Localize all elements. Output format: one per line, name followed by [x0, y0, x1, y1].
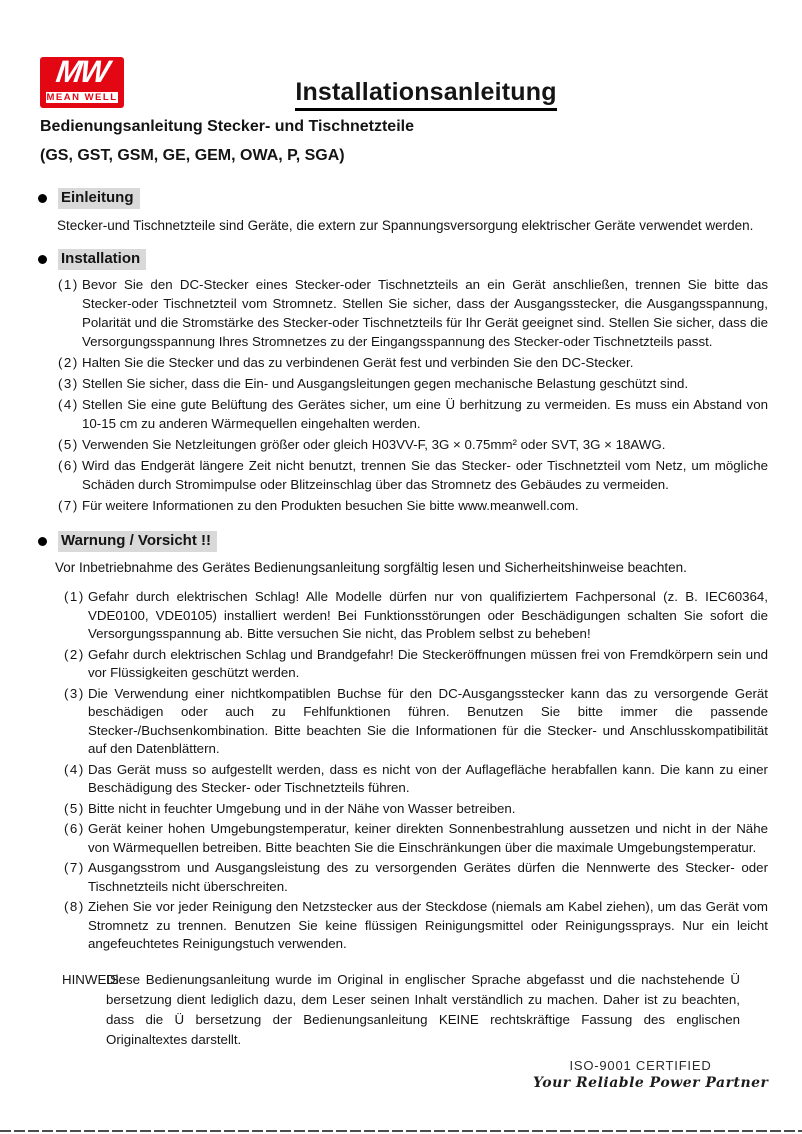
list-item [58, 395, 768, 433]
item-text: Bitte nicht in feuchter Umgebung und in der Nähe von Wasser betreiben. [88, 800, 516, 816]
section-installation [0, 249, 802, 515]
doc-models: (GS, GST, GSM, GE, GEM, OWA, P, SGA) [40, 147, 345, 164]
item-text: Das Gerät muss so aufgestellt werden, dass es nicht von der Auflagefläche herabfallen kann. Die kann zu einer Beschädigung des Stecker- oder Tischnetzteils führen. [88, 761, 768, 795]
list-item [58, 456, 768, 494]
item-number: (4) [58, 397, 79, 412]
logo-monogram: MW [54, 54, 111, 89]
item-number: (3) [64, 685, 85, 701]
intro-paragraph: Stecker-und Tischnetzteile sind Geräte, die extern zur Spannungsversorgung elektrischer Geräte verwendet werden. [57, 218, 754, 233]
item-text: Für weitere Informationen zu den Produkten besuchen Sie bitte www.meanwell.com. [82, 498, 579, 513]
list-item [58, 374, 768, 393]
title-wrap [0, 78, 802, 111]
section-heading-row [38, 249, 802, 270]
item-text: Verwenden Sie Netzleitungen größer oder gleich H03VV-F, 3G × 0.75mm² oder SVT, 3G × 18AWG. [82, 437, 666, 452]
section-heading: Warnung / Vorsicht !! [58, 531, 217, 552]
item-number: (7) [64, 860, 85, 875]
item-number: (8) [64, 899, 85, 914]
item-text: Gefahr durch elektrischen Schlag und Brandgefahr! Die Steckeröffnungen müssen frei von Fremdkörpern sein und vor Flüssigkeiten geschützt werden. [88, 646, 768, 680]
hinweis-label: HINWEIS: [62, 971, 123, 987]
document-header [0, 0, 802, 172]
item-text: Ziehen Sie vor jeder Reinigung den Netzstecker aus der Steckdose (niemals am Kabel ziehen), um das Gerät vom Stromnetz zu trennen. Benutzen Sie keine flüssigen Reinigungsmittel oder Reinigungssprays. Nur ein leicht angefeuchtetes Reinigungstuch verwenden. [88, 899, 768, 951]
item-text: Gerät keiner hohen Umgebungstemperatur, keiner direkten Sonnenbestrahlung aussetzen und nicht in der Nähe von Wärmequellen betreiben. Bitte beachten Sie die Einschränkungen über die maximale Umgebungstemperatur. [88, 821, 768, 855]
hinweis-text: Diese Bedienungsanleitung wurde im Original in englischer Sprache abgefasst und die nachstehende Ü bersetzung dient lediglich dazu, dem Leser seinen Inhalt verständlich zu machen. Daher ist zu beachten, dass die Ü bersetzung der Bedienungsanleitung KEINE rechtskräftige Fassung des englischen Originaltextes darstellt. [106, 971, 740, 1047]
bullet-icon [38, 255, 47, 264]
list-item [64, 685, 768, 759]
doc-subtitle: Bedienungsanleitung Stecker- und Tischnetzteile [40, 118, 414, 135]
section-heading-row [38, 188, 802, 209]
warning-list [64, 588, 768, 954]
list-item [64, 898, 768, 954]
logo-name: MEAN WELL [46, 92, 118, 103]
slogan-text: Your Reliable Power Partner [533, 1074, 769, 1091]
warning-intro: Vor Inbetriebnahme des Gerätes Bedienungsanleitung sorgfältig lesen und Sicherheitshinweise beachten. [55, 560, 687, 575]
list-item [64, 820, 768, 857]
iso-certified-text: ISO-9001 CERTIFIED [569, 1057, 712, 1073]
item-text: Halten Sie die Stecker und das zu verbindenen Gerät fest und verbinden Sie den DC-Stecker. [82, 355, 634, 370]
hinweis-note [62, 970, 740, 1050]
item-number: (2) [58, 355, 79, 370]
section-heading-row [38, 531, 802, 552]
item-text: Bevor Sie den DC-Stecker eines Stecker-oder Tischnetzteils an ein Gerät anschließen, trennen Sie bitte das Stecker-oder Tischnetzteil vom Stromnetz. Stellen Sie sicher, dass der Ausgangsstecker, die Ausgangsspannung, Polarität und die Stromstärke des Stecker-oder Tischnetzteils für Ihr Gerät geeignet sind. Stellen Sie sicher, dass die Versorgungsspannung Ihres Stromnetzes zu der Eingangsspannung des Stecker-oder Tischnetzteils passt. [82, 277, 768, 349]
item-number: (5) [58, 437, 79, 452]
item-text: Gefahr durch elektrischen Schlag! Alle Modelle dürfen nur von qualifiziertem Fachpersonal (z. B. IEC60364, VDE0100, VDE0105) installiert werden! Bei Funktionsstörungen oder Beschädigungen schalten Sie sofort die Versorgungsspannung ab. Bitte versuchen Sie nicht, das Problem selbst zu beheben! [88, 589, 768, 641]
item-number: (5) [64, 800, 85, 816]
item-number: (7) [58, 498, 79, 513]
section-warnung [0, 531, 802, 954]
list-item [64, 800, 768, 819]
list-item [58, 496, 768, 515]
item-number: (3) [58, 376, 79, 391]
list-item [58, 275, 768, 351]
item-number: (1) [58, 277, 79, 292]
list-item [58, 435, 768, 454]
item-number: (4) [64, 761, 85, 777]
list-item [64, 646, 768, 683]
list-item [64, 859, 768, 896]
item-text: Stellen Sie eine gute Belüftung des Gerätes sicher, um eine Ü berhitzung zu vermeiden. Es muss ein Abstand von 10-15 cm zu anderen Wärmequellen eingehalten werden. [82, 397, 768, 431]
item-text: Die Verwendung einer nichtkompatiblen Buchse für den DC-Ausgangsstecker kann das zu versorgende Gerät beschädigen oder auch zu Fehlfunktionen führen. Benutzen Sie bitte immer die passende Stecker-/Buchsenkombination. Bitte beachten Sie die Informationen für die Stecker- und Anschlusskompatibilität auf den Datenblättern. [88, 685, 768, 756]
item-number: (1) [64, 589, 85, 604]
item-text: Stellen Sie sicher, dass die Ein- und Ausgangsleitungen gegen mechanische Belastung geschützt sind. [82, 376, 689, 391]
list-item [58, 353, 768, 372]
item-text: Ausgangsstrom und Ausgangsleistung des zu versorgenden Gerätes dürfen die Nennwerte des Stecker- oder Tischnetzteils nicht überschreiten. [88, 860, 768, 894]
item-number: (6) [58, 458, 79, 473]
section-heading: Installation [58, 249, 146, 270]
section-einleitung [0, 188, 802, 237]
bullet-icon [38, 537, 47, 546]
item-number: (2) [64, 646, 85, 662]
item-text: Wird das Endgerät längere Zeit nicht benutzt, trennen Sie das Stecker- oder Tischnetzteil vom Netz, um mögliche Schäden durch Stromimpulse oder Blitzeinschlag über das Stromnetz des Gebäudes zu vermeiden. [82, 458, 768, 492]
page-title: Installationsanleitung [295, 78, 556, 111]
item-number: (6) [64, 821, 85, 836]
cut-line [0, 1130, 802, 1132]
footer [533, 1057, 769, 1091]
bullet-icon [38, 194, 47, 203]
list-item [64, 761, 768, 798]
section-heading: Einleitung [58, 188, 140, 209]
installation-list [58, 275, 768, 515]
list-item [64, 588, 768, 644]
